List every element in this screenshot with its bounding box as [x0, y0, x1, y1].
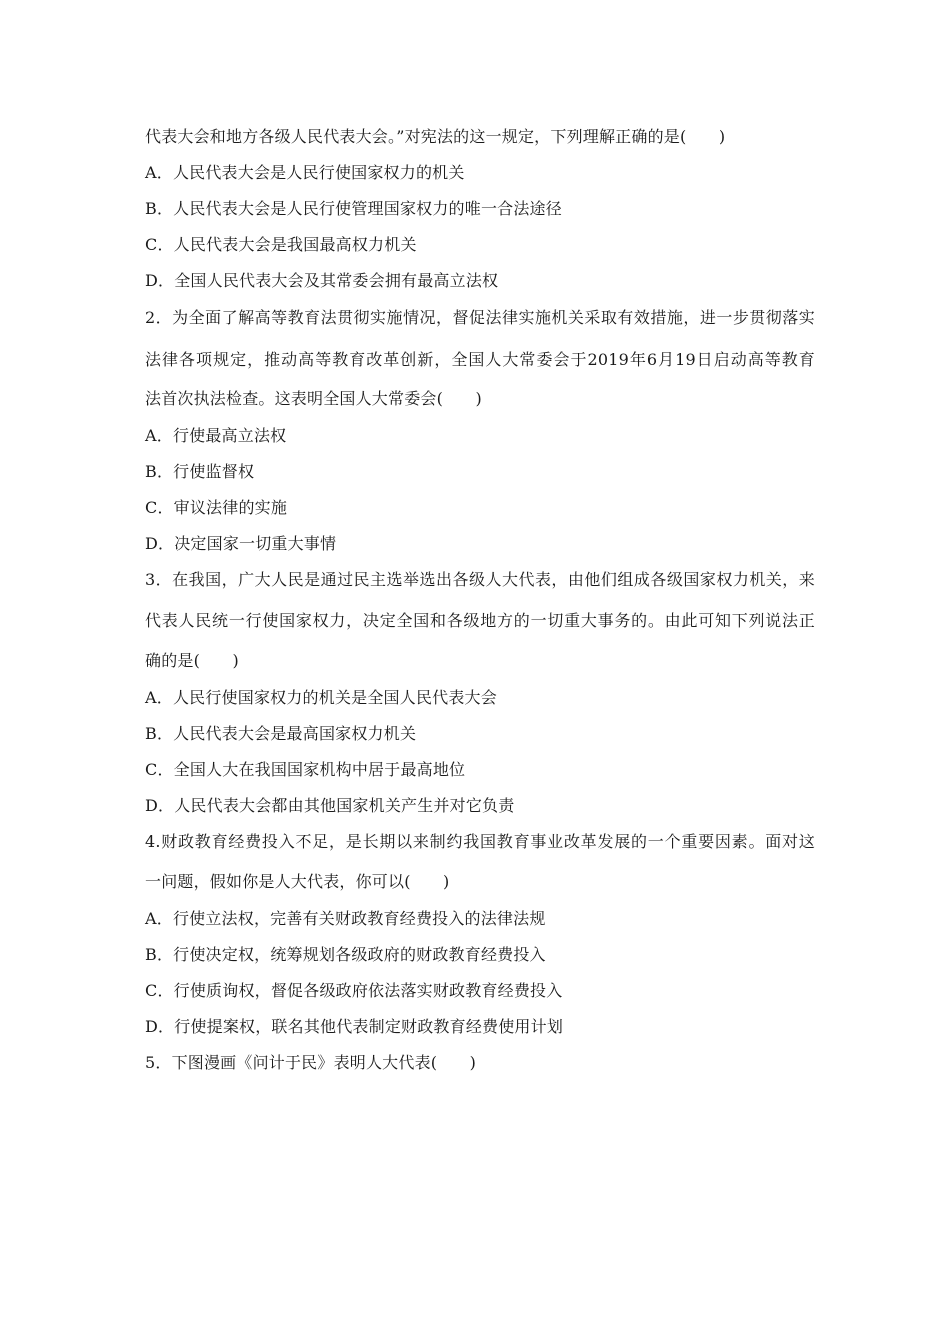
q1-option-d: D．全国人民代表大会及其常委会拥有最高立法权: [145, 271, 499, 290]
q1-option-c: C．人民代表大会是我国最高权力机关: [145, 235, 417, 254]
q1-option-b: B．人民代表大会是人民行使管理国家权力的唯一合法途径: [145, 199, 562, 218]
q2-stem-line-3: 法首次执法检查。这表明全国人大常委会( ): [145, 389, 482, 408]
q5-stem: 5．下图漫画《问计于民》表明人大代表( ): [145, 1053, 477, 1072]
q3-option-d: D．人民代表大会都由其他国家机关产生并对它负责: [145, 796, 515, 815]
q3-stem-line-3: 确的是( ): [145, 651, 239, 670]
q3-stem-line-1: 3．在我国，广大人民是通过民主选举选出各级人大代表，由他们组成各级国家权力机关，来: [145, 570, 815, 589]
q4-option-c: C．行使质询权，督促各级政府依法落实财政教育经费投入: [145, 981, 563, 1000]
q4-option-a: A．行使立法权，完善有关财政教育经费投入的法律法规: [145, 909, 546, 928]
q3-option-c: C．全国人大在我国国家机构中居于最高地位: [145, 760, 466, 779]
q3-stem-line-2: 代表人民统一行使国家权力，决定全国和各级地方的一切重大事务的。由此可知下列说法正: [145, 611, 815, 630]
q2-stem-line-1: 2．为全面了解高等教育法贯彻实施情况，督促法律实施机关采取有效措施，进一步贯彻落实: [145, 308, 815, 327]
q1-option-a: A．人民代表大会是人民行使国家权力的机关: [145, 163, 465, 182]
q2-stem-line-2: 法律各项规定，推动高等教育改革创新，全国人大常委会于2019年6月19日启动高等教育: [145, 350, 815, 369]
q4-stem-line-2: 一问题，假如你是人大代表，你可以( ): [145, 872, 450, 891]
q2-option-b: B．行使监督权: [145, 462, 255, 481]
q3-option-a: A．人民行使国家权力的机关是全国人民代表大会: [145, 688, 497, 707]
q1-stem-tail: 代表大会和地方各级人民代表大会。”对宪法的这一规定，下列理解正确的是( ): [145, 127, 726, 146]
q4-option-b: B．行使决定权，统筹规划各级政府的财政教育经费投入: [145, 945, 546, 964]
q2-option-a: A．行使最高立法权: [145, 426, 287, 445]
q4-stem-line-1: 4.财政教育经费投入不足，是长期以来制约我国教育事业改革发展的一个重要因素。面对这: [145, 832, 815, 851]
q2-option-d: D．决定国家一切重大事情: [145, 534, 337, 553]
q2-option-c: C．审议法律的实施: [145, 498, 288, 517]
q3-option-b: B．人民代表大会是最高国家权力机关: [145, 724, 417, 743]
q4-option-d: D．行使提案权，联名其他代表制定财政教育经费使用计划: [145, 1017, 564, 1036]
